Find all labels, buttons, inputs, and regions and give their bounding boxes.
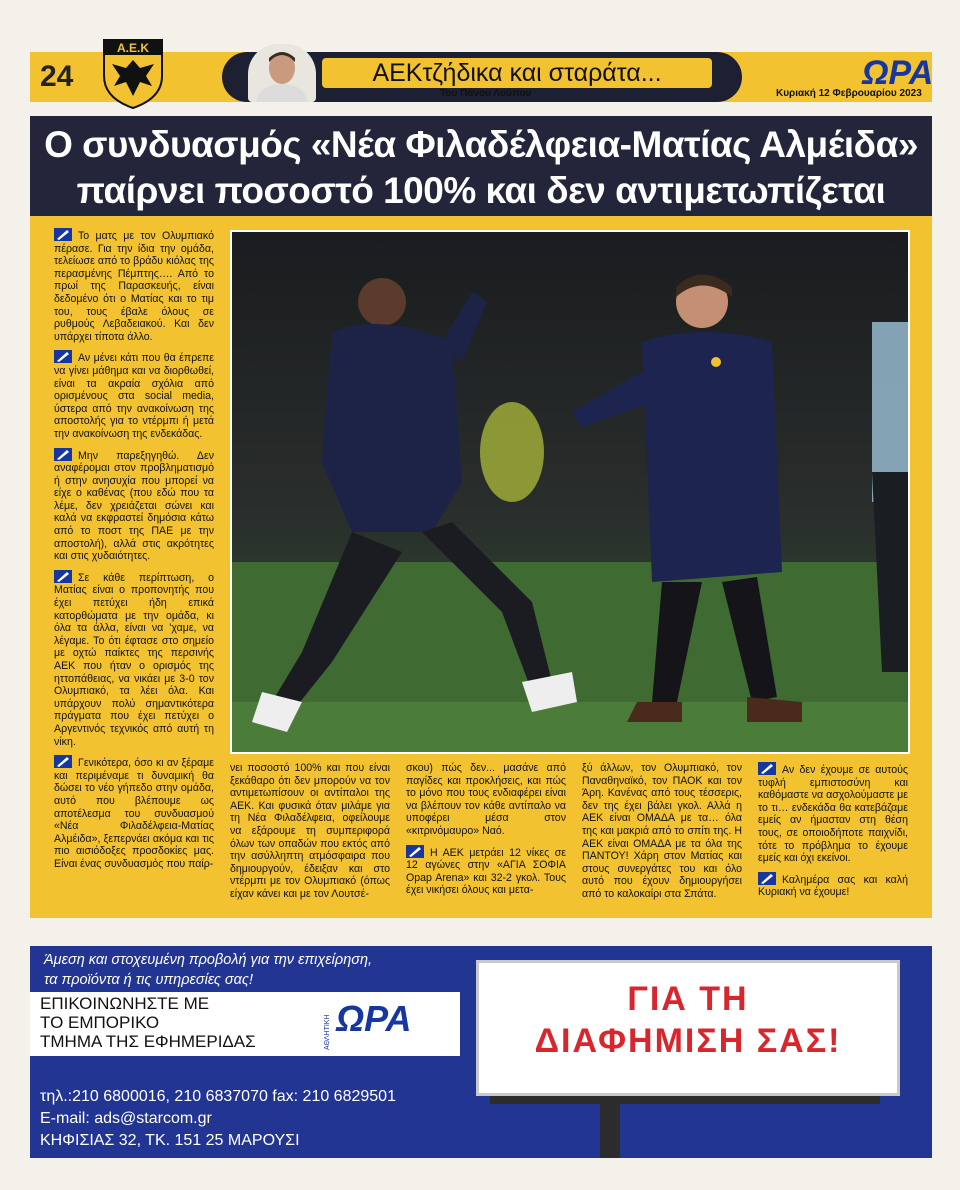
article-column-2 bbox=[230, 762, 390, 908]
article-paragraph: σκου) πώς δεν... μασάνε από παγίδες και προκλήσεις, και πώς το μόνο που τους ενδιαφέρει είναι να βλέπουν τον κάθε αντίπαλο να υποφέρει μέσα στον «κιτρινόμαυρο» Ναό. bbox=[406, 762, 566, 837]
billboard-post bbox=[600, 1104, 620, 1158]
ad-phone: τηλ.:210 6800016, 210 6837070 fax: 210 6829501 bbox=[40, 1088, 396, 1105]
pen-icon bbox=[54, 448, 72, 461]
ad-tagline: τα προϊόντα ή τις υπηρεσίες σας! bbox=[44, 972, 253, 988]
crest-text: Α.Ε.Κ bbox=[116, 41, 150, 55]
brand-logo: ΩΡΑ bbox=[862, 54, 934, 92]
ad-tagline: Άμεση και στοχευμένη προβολή για την επιχείρηση, bbox=[44, 952, 373, 968]
pen-icon bbox=[758, 762, 776, 775]
ad-brand-logo-sub: ΑΘΛΗΤΙΚΗ bbox=[324, 1014, 331, 1050]
column-title: ΑΕΚτζήδικα και σταράτα... bbox=[322, 58, 712, 88]
article-column-1 bbox=[54, 228, 214, 878]
ad-contact-text: ΤΜΗΜΑ ΤΗΣ ΕΦΗΜΕΡΙΔΑΣ bbox=[40, 1032, 256, 1051]
page-number: 24 bbox=[40, 60, 74, 93]
article-paragraph: Αν δεν έχουμε σε αυτούς τυφλή εμπιστοσύνη και καθόμαστε να ασχολούμαστε με το τι… ενδεκάδα θα κατεβάζαμε εμείς αν ήμασταν στη θέση τους, σε οποιοδήποτε παιχνίδι, τότε το πρόβλημα το έχουμε εμείς και όχι εκείνοι. bbox=[758, 764, 908, 865]
pen-icon bbox=[54, 755, 72, 768]
article-paragraph: ξύ άλλων, τον Ολυμπιακό, τον Παναθηναϊκό, τον ΠΑΟΚ και τον Άρη. Κανένας από τους τέσσερις, δεν της έχει βάλει γκολ. Αλλά η ΑΕΚ είναι ΟΜΑΔΑ με τα… όλα της και μακριά από το σπίτι της. Η ΑΕΚ είναι ΟΜΑΔΑ με τα όλα της ΠΑΝΤΟΥ! Χάρη στον Ματίας και στους συνεργάτες του και όλο αυτό που έχουν δημιουργήσει από το καλοκαίρι στα Σπάτα. bbox=[582, 762, 742, 900]
pen-icon bbox=[758, 872, 776, 885]
headline-line-2: παίρνει ποσοστό 100% και δεν αντιμετωπίζεται bbox=[76, 170, 886, 211]
article-paragraph: Σε κάθε περίπτωση, ο Ματίας είναι ο προπονητής που έχει πετύχει ήδη επικά κατορθώματα με την ομάδα, κι όλα τα άλλα, είναι να 'χαμε, να λέγαμε. Το ότι έφτασε στο σημείο με οχτώ παίκτες της περσινής ΑΕΚ που ήταν ο ορισμός της ηττοπάθειας, να νικάει με 3-0 τον Ολυμπιακό, τα λέει όλα. Και υπάρχουν πολύ σημαντικότερα πράγματα που έχει πετύχει ο Αργεντινός τεχνικός από αυτή τη νίκη. bbox=[54, 571, 214, 748]
ad-brand-logo: ΩΡΑ bbox=[336, 998, 412, 1039]
issue-date: Κυριακή 12 Φεβρουαρίου 2023 bbox=[776, 88, 922, 99]
ad-contact-text: ΤΟ ΕΜΠΟΡΙΚΟ bbox=[40, 1013, 160, 1032]
pen-icon bbox=[406, 845, 424, 858]
article-column-5 bbox=[758, 762, 908, 906]
article-paragraph: Το ματς με τον Ολυμπιακό πέρασε. Για την ίδια την ομάδα, τελείωσε από το βράδυ κιόλας της περασμένης Πέμπτης…. Από το πρωί της Παρασκευής, είναι δεδομένο ότι ο Ματίας και το τιμ του, τους έβαλε όλους σε ρυθμούς Λεβαδειακού. Και δεν υπάρχει τίποτα άλλο. bbox=[54, 230, 214, 343]
article-paragraph: νει ποσοστό 100% και που είναι ξεκάθαρο ότι δεν μπορούν να τον αντιμετωπίσουν οι αντίπαλοι της ΑΕΚ. Και φυσικά όταν μιλάμε για τη Νέα Φιλαδέλφεια, οφείλουμε να εξάρουμε τη συμπεριφορά όλων των οπαδών που εκτός από την ασύλληπτη ατμόσφαιρα που δημιουργούν, έδειξαν και στο ντέρμπι με τον Ολυμπιακό (όπως είχαν κάνει και με τον Λουτσέ- bbox=[230, 762, 390, 900]
billboard-rail bbox=[490, 1096, 880, 1104]
pen-icon bbox=[54, 350, 72, 363]
article-paragraph: Η ΑΕΚ μετράει 12 νίκες σε 12 αγώνες στην «ΑΓΙΑ ΣΟΦΙΑ Opap Arena» και 32-2 γκολ. Τους έχει νικήσει όλους και μετα- bbox=[406, 846, 566, 897]
ad-contact-text: ΕΠΙΚΟΙΝΩΝΗΣΤΕ ΜΕ bbox=[40, 994, 210, 1013]
article-paragraph: Αν μένει κάτι που θα έπρεπε να γίνει μάθημα και να διορθωθεί, είναι τα ακραία σχόλια από ορισμένους στα social media, ύστερα από την ανακοίνωση της αποστολής για το ντέρμπι ή μετά την ανακοίνωση της ενδεκάδας. bbox=[54, 352, 214, 440]
article-photo bbox=[230, 230, 910, 754]
headline bbox=[30, 116, 932, 216]
headline-line-1: Ο συνδυασμός «Νέα Φιλαδέλφεια-Ματίας Αλμέιδα» bbox=[44, 124, 918, 165]
billboard-text: ΓΙΑ ΤΗ bbox=[627, 980, 749, 1018]
author-photo bbox=[248, 44, 316, 102]
article-paragraph: Γενικότερα, όσο κι αν ξέραμε και περιμέναμε τι δυναμική θα δώσει το νέο γήπεδο στην ομάδα, αυτό που βλέπουμε ως αποτέλεσμα του συνδυασμού «Νέα Φιλαδέλφεια-Ματίας Αλμέιδα», ξεπερνάει ακόμα και τις πιο αισιόδοξες προσδοκίες μας. Είναι ένας συνδυασμός που παίρ- bbox=[54, 757, 214, 870]
column-author: Του Πάνου Λούπου bbox=[440, 88, 532, 99]
article-paragraph: Μην παρεξηγηθώ. Δεν αναφέρομαι στον προβληματισμό ή στην ανησυχία που μπορεί να είχε ο καθένας (που εδώ που τα λέμε, δεν χρειάζεται σώνει και καλά να εκφραστεί δημόσια κάτω από το ποστ της ΠΑΕ με την αποστολή), αλλά στις ακρότητες και στις χυδαιότητες. bbox=[54, 449, 214, 563]
ad-email: E-mail: ads@starcom.gr bbox=[40, 1110, 212, 1127]
billboard-text: ΔΙΑΦΗΜΙΣΗ ΣΑΣ! bbox=[534, 1022, 842, 1060]
article-column-4 bbox=[582, 762, 742, 908]
article-column-3 bbox=[406, 762, 566, 904]
pen-icon bbox=[54, 228, 72, 241]
ad-address: ΚΗΦΙΣΙΑΣ 32, ΤΚ. 151 25 ΜΑΡΟΥΣΙ bbox=[40, 1132, 300, 1149]
article-paragraph: Καλημέρα σας και καλή Κυριακή να έχουμε! bbox=[758, 873, 908, 899]
aek-crest-icon bbox=[100, 36, 166, 110]
pen-icon bbox=[54, 570, 72, 583]
